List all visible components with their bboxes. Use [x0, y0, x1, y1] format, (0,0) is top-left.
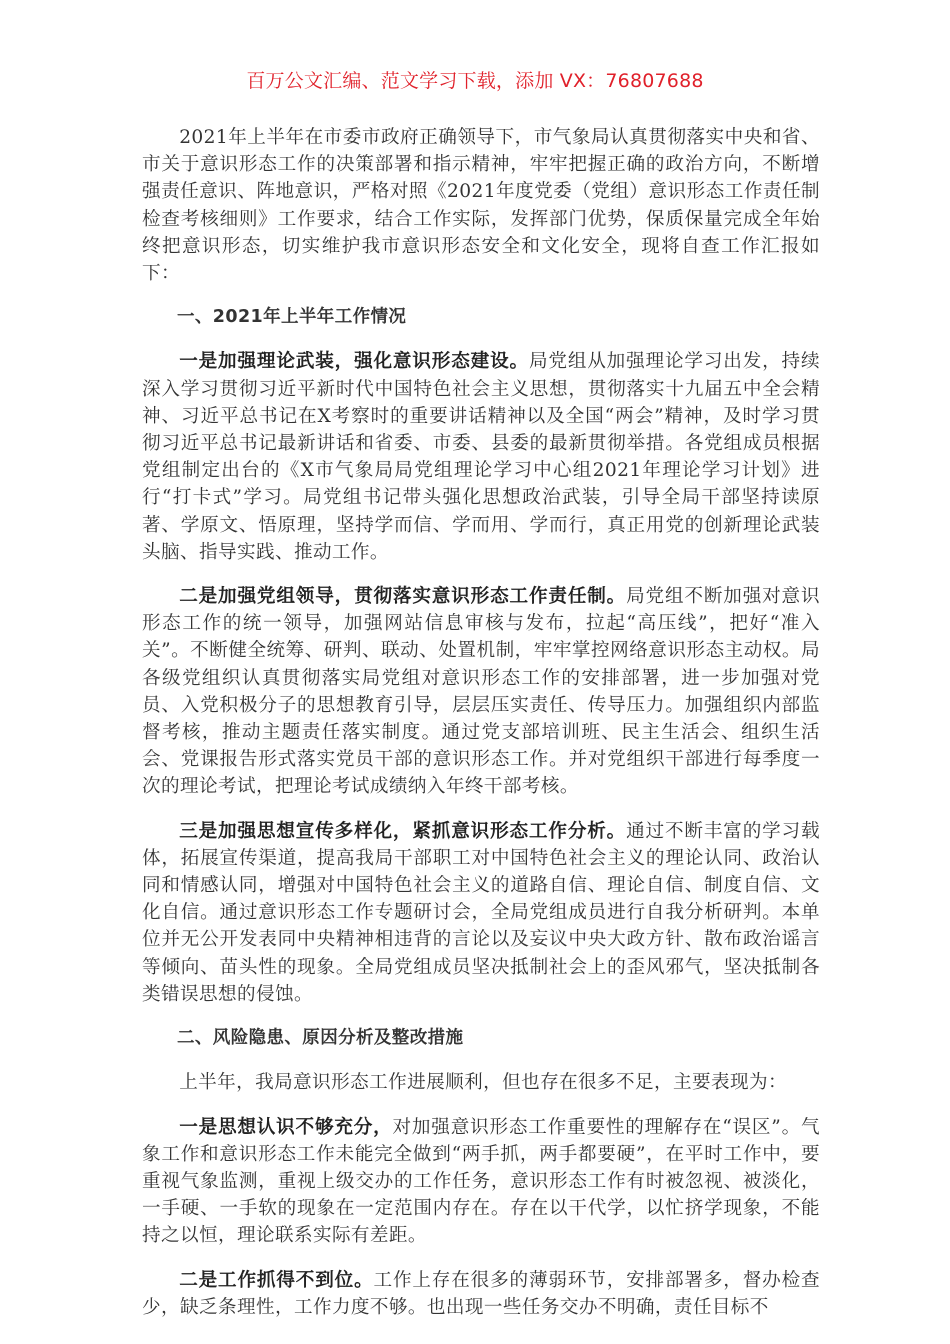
section2-item-2 [142, 1267, 820, 1321]
section1-item-3 [142, 818, 820, 1008]
intro-paragraph: 2021年上半年在市委市政府正确领导下，市气象局认真贯彻落实中央和省、市关于意识形态工作的决策部署和指示精神，牢牢把握正确的政治方向，不断增强责任意识、阵地意识，严格对照《2021年度党委（党组）意识形态工作责任制检查考核细则》工作要求，结合工作实际，发挥部门优势，保质保量完成全年始终把意识形态，切实维护我市意识形态安全和文化安全，现将自查工作汇报如下： [142, 127, 820, 285]
section2-summary: 上半年，我局意识形态工作进展顺利，但也存在很多不足，主要表现为： [179, 1072, 787, 1094]
section-heading-2: 二、风险隐患、原因分析及整改措施 [177, 1028, 464, 1049]
section1-item-2 [142, 583, 820, 801]
section2-item-1 [142, 1114, 820, 1250]
item-lead: 二是加强党组领导，贯彻落实意识形态工作责任制。 [179, 586, 627, 608]
item-lead: 一是加强理论武装，强化意识形态建设。 [179, 351, 529, 373]
item-lead: 一是思想认识不够充分， [179, 1116, 393, 1138]
document-body [142, 124, 820, 1321]
item-body: 局党组从加强理论学习出发，持续深入学习贯彻习近平新时代中国特色社会主义思想，贯彻落实十九届五中全会精神、习近平总书记在X考察时的重要讲话精神以及全国“两会”精神，及时学习贯彻习近平总书记最新讲话和省委、市委、县委的最新贯彻举措。各党组成员根据党组制定出台的《X市气象局局党组理论学习中心组2021年理论学习计划》进行“打卡式”学习。局党组书记带头强化思想政治武装，引导全局干部坚持读原著、学原文、悟原理，坚持学而信、学而用、学而行，真正用党的创新理论武装头脑、指导实践、推动工作。 [142, 351, 820, 563]
section1-item-1 [142, 348, 820, 566]
item-lead: 三是加强思想宣传多样化，紧抓意识形态工作分析。 [179, 820, 627, 842]
item-body: 工作上存在很多的薄弱环节，安排部署多，督办检查少，缺乏条理性，工作力度不够。也出现一些任务交办不明确，责任目标不 [142, 1269, 820, 1318]
item-lead: 二是工作抓得不到位。 [179, 1269, 374, 1291]
section-heading-1: 一、2021年上半年工作情况 [177, 307, 407, 328]
item-body: 通过不断丰富的学习载体，拓展宣传渠道，提高我局干部职工对中国特色社会主义的理论认同、政治认同和情感认同，增强对中国特色社会主义的道路自信、理论自信、制度自信、文化自信。通过意识形态工作专题研讨会，全局党组成员进行自我分析研判。本单位并无公开发表同中央精神相违背的言论以及妄议中央大政方针、散布政治谣言等倾向、苗头性的现象。全局党组成员坚决抵制社会上的歪风邪气，坚决抵制各类错误思想的侵蚀。 [142, 820, 820, 1005]
item-body: 局党组不断加强对意识形态工作的统一领导，加强网站信息审核与发布，拉起“高压线”，把好“准入关”。不断健全统筹、研判、联动、处置机制，牢牢掌控网络意识形态主动权。局各级党组织认真贯彻落实局党组对意识形态工作的安排部署，进一步加强对党员、入党积极分子的思想教育引导，层层压实责任、传导压力。加强组织内部监督考核，推动主题责任落实制度。通过党支部培训班、民主生活会、组织生活会、党课报告形式落实党员干部的意识形态工作。并对党组织干部进行每季度一次的理论考试，把理论考试成绩纳入年终干部考核。 [142, 586, 820, 798]
item-body: 对加强意识形态工作重要性的理解存在“误区”。气象工作和意识形态工作未能完全做到“两手抓，两手都要硬”，在平时工作中，要重视气象监测，重视上级交办的工作任务，意识形态工作有时被忽视、被淡化，一手硬、一手软的现象在一定范围内存在。存在以干代学，以忙挤学现象，不能持之以恒，理论联系实际有差距。 [142, 1116, 820, 1247]
promo-banner: 百万公文汇编、范文学习下载，添加 VX：76807688 [246, 70, 704, 92]
